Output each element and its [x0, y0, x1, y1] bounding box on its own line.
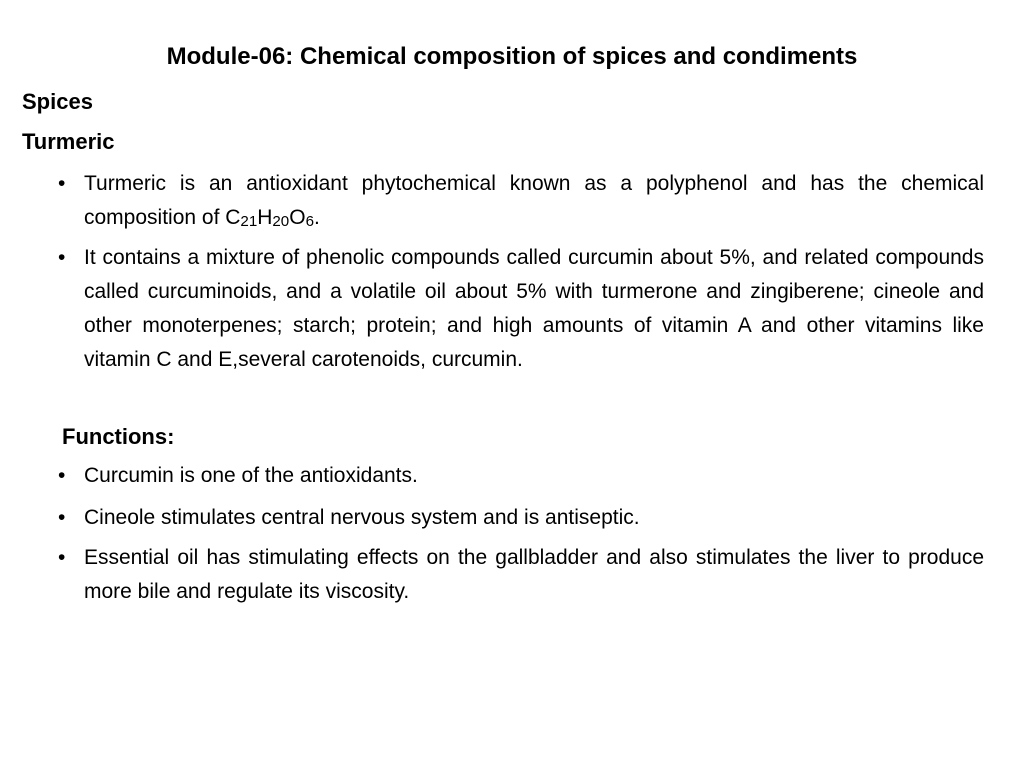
formula-o-sub: 6 — [305, 212, 314, 230]
bullet-text-body: Turmeric is an antioxidant phytochemical known as a polyphenol and has the chemical composition of — [84, 172, 984, 229]
formula-o: O — [289, 206, 306, 229]
formula-c: C — [225, 206, 241, 229]
bullet-item-composition — [58, 167, 984, 237]
heading-turmeric: Turmeric — [22, 129, 115, 154]
formula-end: . — [313, 206, 320, 229]
bullet-icon: • — [58, 464, 66, 487]
bullet-icon: • — [58, 506, 66, 529]
bullet-text: Essential oil has stimulating effects on the gallbladder and also stimulates the liver to produce more bile and regulate its viscosity. — [84, 546, 984, 603]
bullet-icon: • — [58, 546, 66, 569]
bullet-text: It contains a mixture of phenolic compounds called curcumin about 5%, and related compounds called curcuminoids, and a volatile oil about 5% with turmerone and zingiberene; cineole and other monoterpenes; starch; protein; and high amounts of vitamin A and other vitamins like vitamin C and E,several carotenoids, curcumin. — [84, 246, 984, 371]
bullet-text: Cineole stimulates central nervous system and is antiseptic. — [84, 506, 640, 529]
bullet-item-mixture — [58, 241, 984, 377]
heading-functions: Functions: — [62, 424, 175, 449]
heading-spices: Spices — [22, 89, 93, 114]
slide-title: Module-06: Chemical composition of spices and condiments — [166, 43, 858, 70]
bullet-item-function-2 — [58, 501, 984, 535]
formula-h-sub: 20 — [272, 212, 290, 230]
bullet-icon: • — [58, 172, 66, 195]
formula-c-sub: 21 — [240, 212, 258, 230]
bullet-text: Curcumin is one of the antioxidants. — [84, 464, 418, 487]
bullet-item-function-3 — [58, 541, 984, 609]
bullet-icon: • — [58, 246, 66, 269]
bullet-item-function-1 — [58, 459, 984, 493]
bullet-text — [84, 167, 984, 237]
formula-h: H — [257, 206, 273, 229]
